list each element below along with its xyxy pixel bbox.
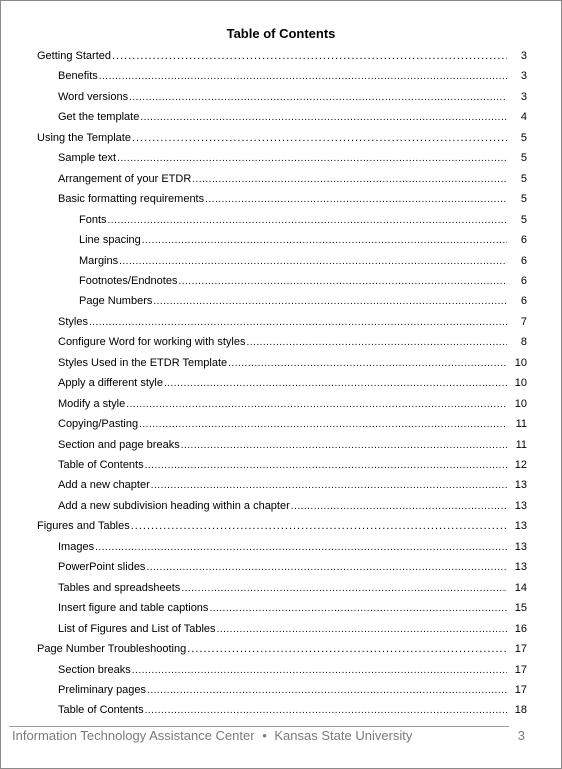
toc-entry-page-number: 11 — [507, 436, 527, 454]
toc-entry[interactable] — [1, 701, 562, 719]
toc-leader-dots — [99, 68, 527, 86]
toc-entry-page-number: 3 — [507, 67, 527, 85]
toc-entry[interactable] — [1, 497, 562, 515]
toc-entry-row — [58, 415, 527, 433]
toc-entry-label: Figures and Tables — [37, 520, 130, 533]
toc-entry-page-number: 5 — [507, 211, 527, 229]
toc-entry-page-number: 7 — [507, 313, 527, 331]
toc-entry-label: Images — [58, 540, 95, 553]
toc-entry-label: Styles Used in the ETDR Template — [58, 356, 228, 369]
toc-entry[interactable] — [1, 620, 562, 638]
footer-separator: • — [262, 728, 267, 743]
toc-entry-row — [58, 374, 527, 392]
toc-entry[interactable] — [1, 333, 562, 351]
toc-leader-dots — [181, 580, 527, 598]
toc-entry[interactable] — [1, 67, 562, 85]
toc-leader-dots — [132, 129, 527, 147]
toc-entry-label: Configure Word for working with styles — [58, 336, 246, 349]
toc-entry-row — [79, 272, 527, 290]
toc-entry-label: Add a new chapter — [58, 479, 150, 492]
toc-entry-row — [37, 47, 527, 65]
toc-entry-row — [58, 701, 527, 719]
toc-entry[interactable] — [1, 579, 562, 597]
toc-entry[interactable] — [1, 599, 562, 617]
toc-entry-label: Preliminary pages — [58, 683, 147, 696]
toc-entry[interactable] — [1, 47, 562, 65]
toc-entry-row — [58, 599, 527, 617]
toc-entry-row — [58, 190, 527, 208]
toc-entry-page-number: 5 — [507, 170, 527, 188]
toc-leader-dots — [246, 334, 527, 352]
toc-entry-label: Table of Contents — [58, 704, 144, 717]
toc-entry[interactable] — [1, 517, 562, 535]
toc-entry-label: PowerPoint slides — [58, 561, 146, 574]
toc-entry-row — [58, 395, 527, 413]
footer-organization: Information Technology Assistance Center — [12, 728, 255, 743]
toc-leader-dots — [187, 640, 527, 658]
toc-entry[interactable] — [1, 436, 562, 454]
toc-entry-row — [58, 67, 527, 85]
toc-leader-dots — [132, 662, 527, 680]
toc-entry-label: Page Number Troubleshooting — [37, 643, 187, 656]
toc-entry-page-number: 6 — [507, 292, 527, 310]
toc-leader-dots — [112, 47, 527, 65]
toc-entry[interactable] — [1, 558, 562, 576]
toc-leader-dots — [164, 375, 527, 393]
toc-entry-page-number: 6 — [507, 231, 527, 249]
toc-entry[interactable] — [1, 661, 562, 679]
toc-entry-row — [37, 129, 527, 147]
toc-entry-row — [58, 558, 527, 576]
toc-entry[interactable] — [1, 415, 562, 433]
toc-entry-page-number: 13 — [507, 558, 527, 576]
toc-entry-label: Getting Started — [37, 50, 111, 62]
toc-entry-page-number: 12 — [507, 456, 527, 474]
toc-entry-page-number: 15 — [507, 599, 527, 617]
toc-entry-row — [58, 354, 527, 372]
toc-leader-dots — [119, 253, 527, 271]
toc-entry[interactable] — [1, 476, 562, 494]
toc-entry-label: Sample text — [58, 152, 117, 165]
toc-entry[interactable] — [1, 538, 562, 556]
toc-leader-dots — [205, 191, 527, 209]
toc-leader-dots — [217, 621, 527, 639]
footer-text — [12, 728, 412, 743]
toc-entry-label: Styles — [58, 315, 88, 328]
toc-entry-row — [58, 661, 527, 679]
toc-entry-page-number: 11 — [507, 415, 527, 433]
toc-leader-dots — [140, 109, 527, 127]
toc-leader-dots — [146, 559, 527, 577]
toc-entry-label: Tables and spreadsheets — [58, 581, 181, 594]
toc-entry-page-number: 17 — [507, 681, 527, 699]
toc-entry-label: Add a new subdivision heading within a chapter — [58, 499, 290, 512]
toc-entry[interactable] — [1, 395, 562, 413]
toc-entry-page-number: 6 — [507, 272, 527, 290]
toc-entry-label: List of Figures and List of Tables — [58, 622, 216, 635]
toc-entry-row — [58, 476, 527, 494]
footer-divider — [9, 726, 509, 727]
toc-leader-dots — [178, 273, 527, 291]
toc-entry-page-number: 17 — [507, 640, 527, 658]
toc-entry[interactable] — [1, 313, 562, 331]
toc-entry[interactable] — [1, 681, 562, 699]
toc-entry[interactable] — [1, 252, 562, 270]
toc-leader-dots — [181, 437, 527, 455]
toc-leader-dots — [192, 171, 527, 189]
toc-entry-row — [58, 497, 527, 515]
toc-entry-label: Get the template — [58, 111, 140, 124]
toc-leader-dots — [142, 232, 527, 250]
toc-entry-row — [37, 517, 527, 535]
toc-entry-label: Margins — [79, 254, 119, 267]
toc-entry-page-number: 14 — [507, 579, 527, 597]
toc-leader-dots — [89, 314, 527, 332]
toc-leader-dots — [95, 539, 527, 557]
toc-entry-label: Line spacing — [79, 234, 141, 247]
toc-entry-row — [79, 252, 527, 270]
toc-entry-row — [58, 681, 527, 699]
toc-entry-page-number: 5 — [507, 149, 527, 167]
toc-entry-page-number: 5 — [507, 129, 527, 147]
toc-leader-dots — [131, 517, 527, 535]
toc-entry[interactable] — [1, 354, 562, 372]
toc-leader-dots — [108, 212, 527, 230]
toc-entry-row — [58, 108, 527, 126]
toc-entry[interactable] — [1, 374, 562, 392]
toc-entry-label: Fonts — [79, 213, 107, 226]
toc-entry-label: Table of Contents — [58, 459, 144, 471]
toc-entry[interactable] — [1, 149, 562, 167]
toc-entry-page-number: 8 — [507, 333, 527, 351]
toc-entry-row — [79, 292, 527, 310]
toc-entry-row — [58, 538, 527, 556]
toc-entry-row — [58, 88, 527, 106]
toc-entry-row — [58, 170, 527, 188]
toc-entry-label: Footnotes/Endnotes — [79, 274, 178, 287]
toc-entry-page-number: 10 — [507, 354, 527, 372]
toc-entry-page-number: 17 — [507, 661, 527, 679]
toc-entry-page-number: 13 — [507, 538, 527, 556]
toc-entry-row — [58, 333, 527, 351]
toc-leader-dots — [145, 702, 527, 720]
footer-university: Kansas State University — [274, 728, 413, 743]
toc-entry-page-number: 10 — [507, 374, 527, 392]
toc-entry-label: Using the Template — [37, 131, 131, 144]
toc-entry-page-number: 3 — [507, 88, 527, 106]
toc-leader-dots — [117, 150, 527, 168]
toc-entry-page-number: 18 — [507, 701, 527, 719]
toc-leader-dots — [145, 457, 527, 475]
toc-entry-row — [58, 620, 527, 638]
toc-entry-label: Basic formatting requirements — [58, 193, 205, 206]
toc-entry-page-number: 13 — [507, 476, 527, 494]
toc-leader-dots — [228, 355, 527, 373]
toc-leader-dots — [151, 477, 527, 495]
toc-entry-label: Page Numbers — [79, 295, 153, 308]
toc-leader-dots — [129, 89, 527, 107]
toc-entry-page-number: 13 — [507, 497, 527, 515]
toc-entry-page-number: 10 — [507, 395, 527, 413]
toc-leader-dots — [153, 293, 527, 311]
toc-entry-label: Section and page breaks — [58, 438, 180, 451]
toc-entry-row — [58, 456, 527, 474]
toc-title: Table of Contents — [226, 26, 336, 41]
toc-leader-dots — [126, 396, 527, 414]
toc-entry-label: Apply a different style — [58, 377, 163, 390]
toc-entry-row — [79, 211, 527, 229]
toc-entry[interactable] — [1, 272, 562, 290]
toc-entry-label: Copying/Pasting — [58, 418, 139, 431]
toc-entry-label: Insert figure and table captions — [58, 602, 209, 615]
toc-entry-page-number: 3 — [507, 47, 527, 65]
toc-entry[interactable] — [1, 640, 562, 658]
toc-entry-label: Modify a style — [58, 397, 126, 410]
toc-entry[interactable] — [1, 170, 562, 188]
toc-entry-page-number: 16 — [507, 620, 527, 638]
toc-entry-label: Word versions — [58, 90, 129, 103]
toc-entry-page-number: 13 — [507, 517, 527, 535]
toc-entry-label: Benefits — [58, 70, 98, 83]
toc-entry[interactable] — [1, 456, 562, 474]
toc-leader-dots — [147, 682, 527, 700]
toc-leader-dots — [291, 498, 527, 516]
toc-leader-dots — [139, 416, 527, 434]
toc-entry[interactable] — [1, 190, 562, 208]
toc-entry[interactable] — [1, 129, 562, 147]
toc-entry-row — [58, 436, 527, 454]
toc-entry[interactable] — [1, 292, 562, 310]
toc-leader-dots — [209, 600, 527, 618]
toc-entry-page-number: 4 — [507, 108, 527, 126]
toc-entry-row — [58, 149, 527, 167]
footer-page-number: 3 — [517, 728, 525, 743]
toc-entry-row — [58, 313, 527, 331]
toc-entry-page-number: 5 — [507, 190, 527, 208]
toc-entry-row — [79, 231, 527, 249]
toc-entry-row — [37, 640, 527, 658]
toc-entry-label: Section breaks — [58, 663, 131, 676]
toc-entry-row — [58, 579, 527, 597]
toc-entry[interactable] — [1, 108, 562, 126]
toc-entry[interactable] — [1, 211, 562, 229]
toc-entry[interactable] — [1, 231, 562, 249]
toc-entry-page-number: 6 — [507, 252, 527, 270]
toc-entry[interactable] — [1, 88, 562, 106]
toc-entry-label: Arrangement of your ETDR — [58, 172, 192, 185]
